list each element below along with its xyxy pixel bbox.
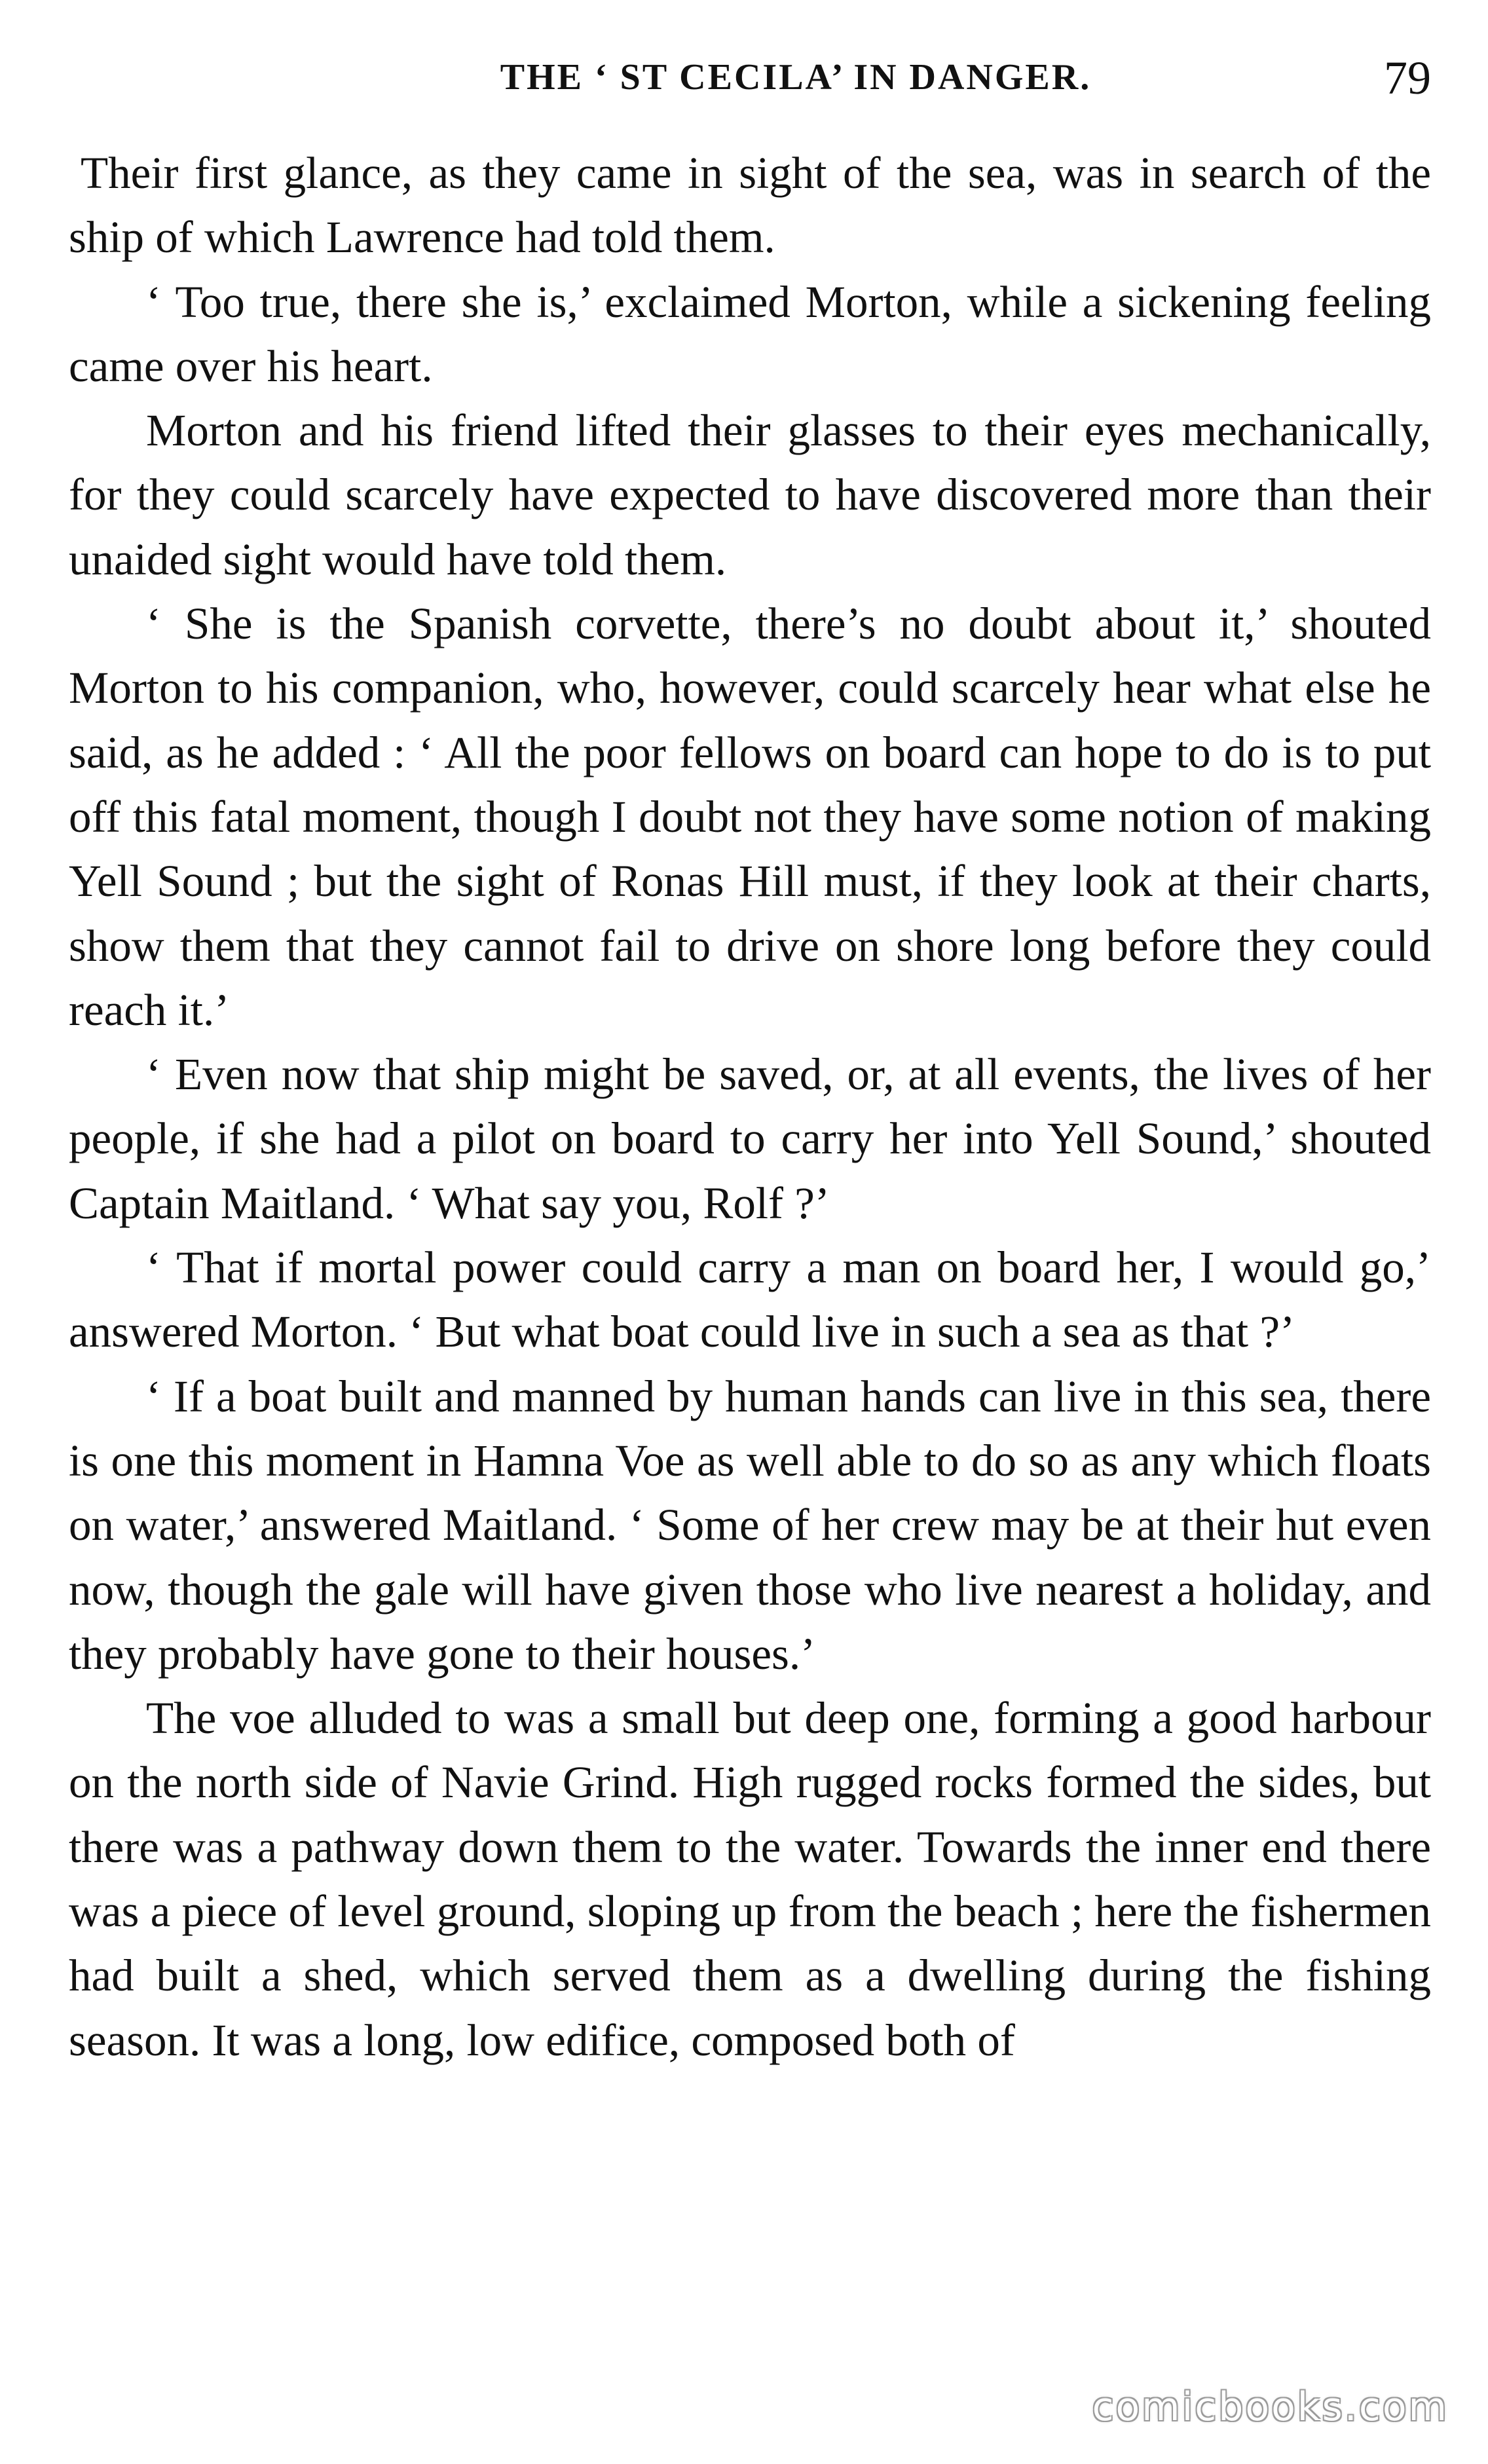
paragraph: Morton and his friend lifted their glasses to their eyes mechanically, for they could scarcely have expected to have discovered more than their unaided sight would have told them. xyxy=(69,405,1431,584)
paragraph: ‘ Too true, there she is,’ exclaimed Morton, while a sickening feeling came over his heart. xyxy=(69,276,1431,391)
paragraph: ‘ That if mortal power could carry a man on board her, I would go,’ answered Morton. ‘ But what boat could live in such a sea as that ?’ xyxy=(69,1242,1431,1357)
body-text xyxy=(69,141,1431,2072)
paragraph: ‘ Even now that ship might be saved, or, at all events, the lives of her people, if she had a pilot on board to carry her into Yell Sound,’ shouted Captain Maitland. ‘ What say you, Rolf ?’ xyxy=(69,1049,1431,1228)
paragraph: The voe alluded to was a small but deep one, forming a good harbour on the north side of Navie Grind. High rugged rocks formed the sides, but there was a pathway down them to the water. Towards the inner end there was a piece of level ground, sloping up from the beach ; here the fishermen had built a shed, which served them as a dwelling during the fishing season. It was a long, low edifice, composed both of xyxy=(69,1693,1431,2065)
running-title: THE ‘ ST CECILA’ IN DANGER. xyxy=(500,57,1092,98)
paragraph: ‘ She is the Spanish corvette, there’s no doubt about it,’ shouted Morton to his companion, who, however, could scarcely hear what else he said, as he added : ‘ All the poor fellows on board can hope to do is to put off this fatal moment, though I doubt not they have some notion of making Yell Sound ; but the sight of Ronas Hill must, if they look at their charts, show them that they cannot fail to drive on shore long before they could reach it.’ xyxy=(69,599,1431,1035)
paragraph: Their first glance, as they came in sight of the sea, was in search of the ship of which Lawrence had told them. xyxy=(69,148,1431,263)
paragraph: ‘ If a boat built and manned by human hands can live in this sea, there is one this moment in Hamna Voe as well able to do so as any which floats on water,’ answered Maitland. ‘ Some of her crew may be at their hut even now, though the gale will have given those who live nearest a holiday, and they probably have gone to their houses.’ xyxy=(69,1371,1431,1679)
page-header xyxy=(69,51,1431,123)
page-number: 79 xyxy=(1384,52,1431,104)
watermark: comicbooks.com xyxy=(1092,2384,1449,2430)
